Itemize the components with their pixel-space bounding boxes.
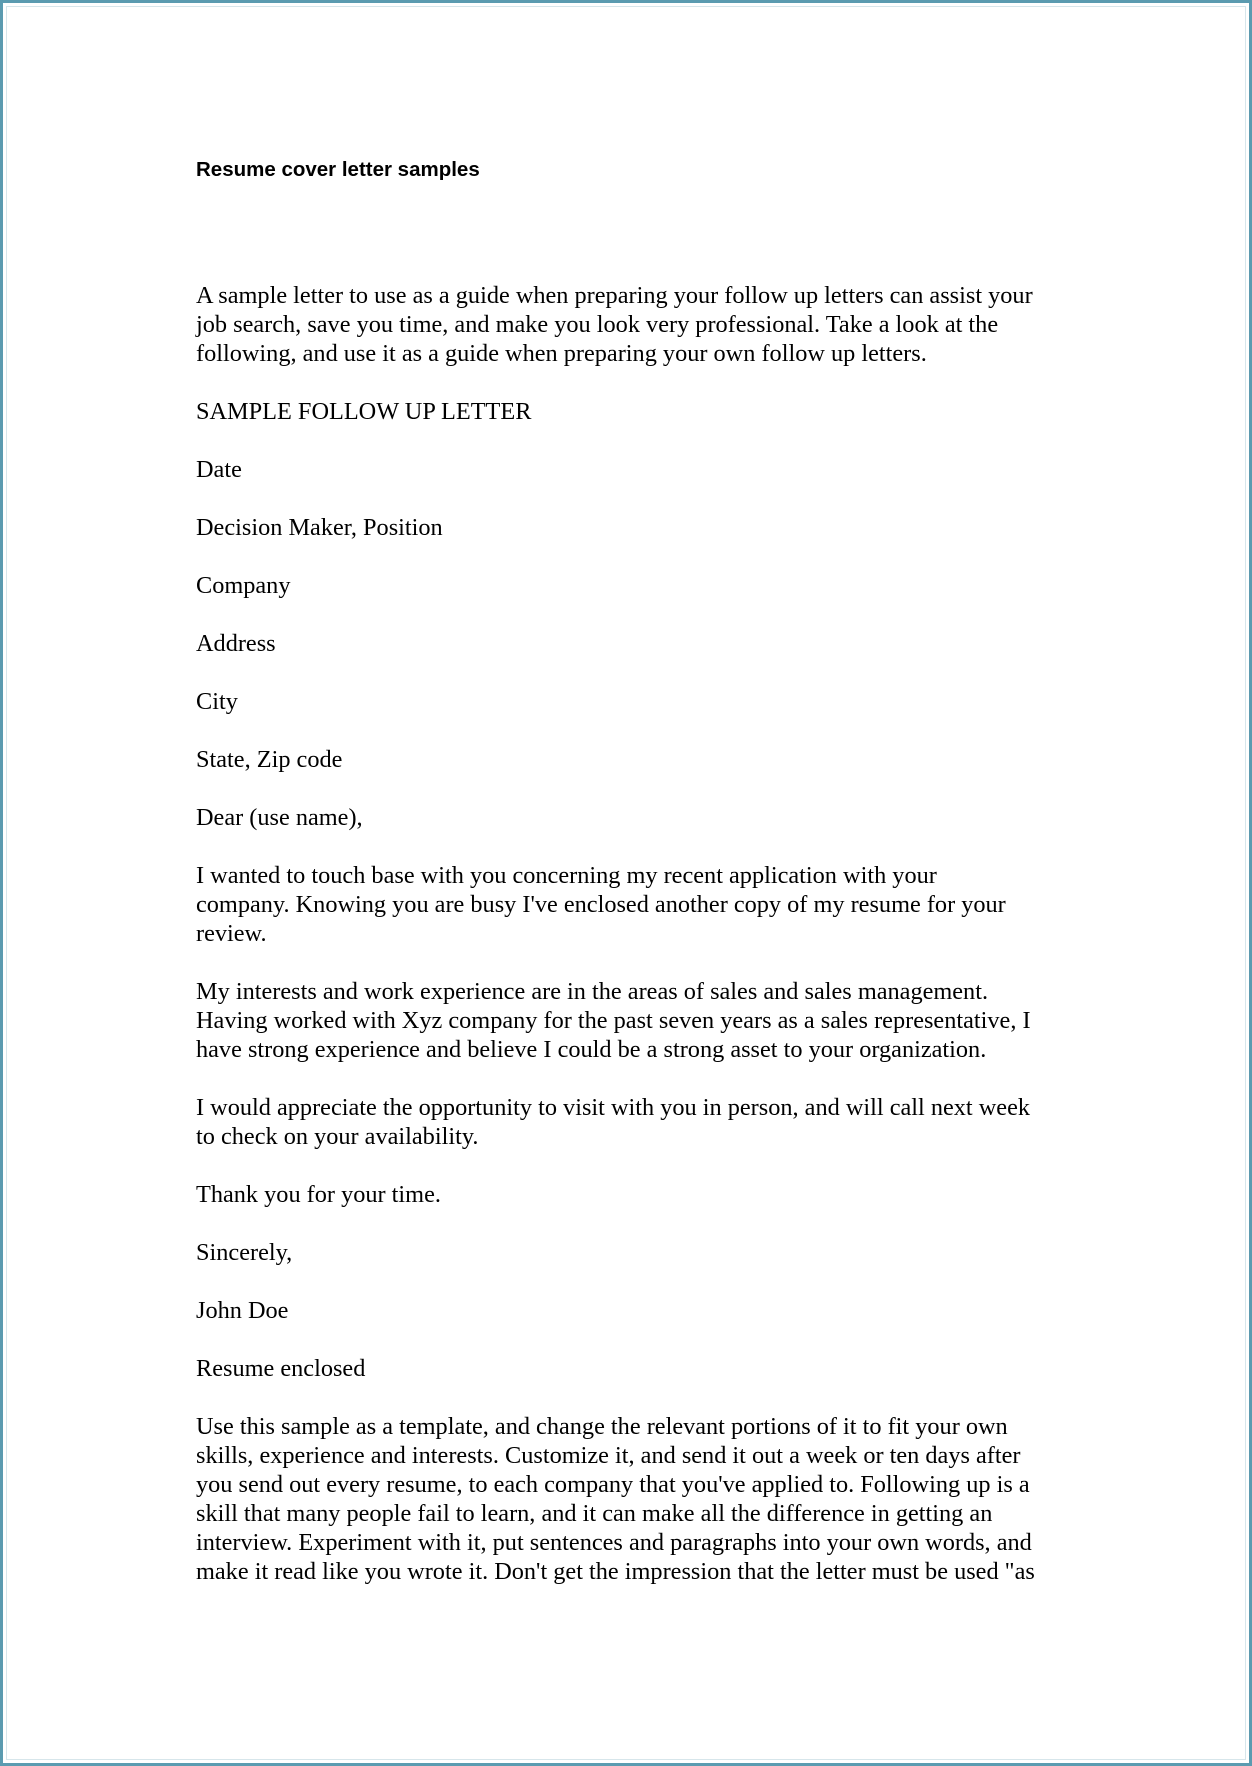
text-line: company. Knowing you are busy I've enclosed another copy of my resume for your — [196, 891, 1006, 918]
text-line: review. — [196, 920, 267, 947]
text-line: have strong experience and believe I could be a strong asset to your organization. — [196, 1036, 987, 1063]
paragraph — [196, 977, 1076, 1064]
text-line: job search, save you time, and make you look very professional. Take a look at the — [196, 311, 999, 338]
text-line: skills, experience and interests. Customize it, and send it out a week or ten days after — [196, 1442, 1021, 1469]
text-line: Having worked with Xyz company for the past seven years as a sales representative, I — [196, 1007, 1031, 1034]
text-line: Dear (use name), — [196, 804, 363, 831]
paragraph — [196, 397, 1076, 426]
paragraph — [196, 455, 1076, 484]
text-line: Address — [196, 630, 276, 657]
paragraph — [196, 1238, 1076, 1267]
paragraph — [196, 745, 1076, 774]
text-line: John Doe — [196, 1297, 289, 1324]
text-line: I would appreciate the opportunity to visit with you in person, and will call next week — [196, 1094, 1031, 1121]
text-line: Thank you for your time. — [196, 1181, 441, 1208]
text-line: Sincerely, — [196, 1239, 293, 1266]
text-line: My interests and work experience are in the areas of sales and sales management. — [196, 978, 989, 1005]
text-line: you send out every resume, to each company that you've applied to. Following up is a — [196, 1471, 1030, 1498]
paragraph — [196, 1296, 1076, 1325]
paragraph — [196, 687, 1076, 716]
text-line: make it read like you wrote it. Don't get the impression that the letter must be used "as — [196, 1558, 1035, 1585]
document-body — [196, 281, 1076, 1586]
text-line: Resume enclosed — [196, 1355, 366, 1382]
paragraph — [196, 629, 1076, 658]
text-line: Use this sample as a template, and change the relevant portions of it to fit your own — [196, 1413, 1008, 1440]
text-line: State, Zip code — [196, 746, 343, 773]
text-line: I wanted to touch base with you concerning my recent application with your — [196, 862, 937, 889]
text-line: City — [196, 688, 238, 715]
text-line: SAMPLE FOLLOW UP LETTER — [196, 398, 532, 425]
paragraph — [196, 1093, 1076, 1151]
paragraph — [196, 1354, 1076, 1383]
text-line: following, and use it as a guide when preparing your own follow up letters. — [196, 340, 927, 367]
text-line: skill that many people fail to learn, and it can make all the difference in getting an — [196, 1500, 993, 1527]
document-content — [196, 155, 1076, 1615]
text-line: interview. Experiment with it, put sentences and paragraphs into your own words, and — [196, 1529, 1032, 1556]
paragraph — [196, 861, 1076, 948]
paragraph — [196, 1180, 1076, 1209]
text-line: A sample letter to use as a guide when preparing your follow up letters can assist your — [196, 282, 1033, 309]
text-line: Company — [196, 572, 291, 599]
document-title: Resume cover letter samples — [196, 158, 480, 181]
paragraph — [196, 571, 1076, 600]
paragraph — [196, 513, 1076, 542]
paragraph — [196, 1412, 1076, 1586]
paragraph — [196, 803, 1076, 832]
text-line: Date — [196, 456, 242, 483]
paragraph — [196, 281, 1076, 368]
text-line: to check on your availability. — [196, 1123, 479, 1150]
text-line: Decision Maker, Position — [196, 514, 443, 541]
